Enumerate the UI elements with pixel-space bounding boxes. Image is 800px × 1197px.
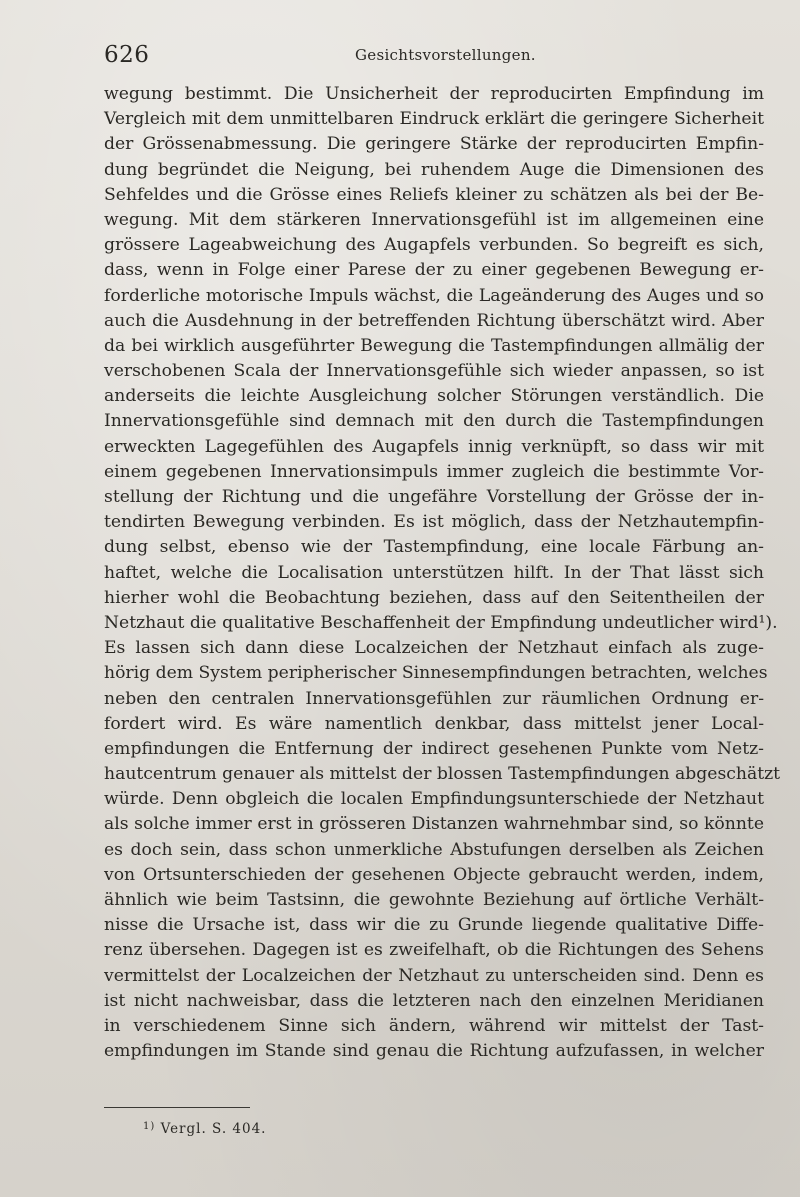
text-line: forderliche motorische Impuls wächst, die Lageänderung des Auges und so (104, 285, 764, 306)
body-text (104, 82, 781, 1064)
text-line: ähnlich wie beim Tastsinn, die gewohnte Beziehung auf örtliche Verhält- (104, 890, 764, 910)
text-line: Es lassen sich dann diese Localzeichen der Netzhaut einfach als zuge- (104, 638, 764, 659)
text-line: Netzhaut die qualitative Beschaffenheit der Empfindung undeutlicher wird¹). (104, 612, 778, 633)
text-line: hautcentrum genauer als mittelst der blossen Tastempfindungen abgeschätzt (104, 764, 781, 785)
text-line: würde. Denn obgleich die localen Empfindungsunterschiede der Netzhaut (104, 789, 764, 810)
text-line: nisse die Ursache ist, dass wir die zu Grunde liegende qualitative Diffe- (104, 915, 764, 936)
text-line: einem gegebenen Innervationsimpuls immer zugleich die bestimmte Vor- (104, 461, 764, 482)
text-line: dung begründet die Neigung, bei ruhendem Auge die Dimensionen des (104, 159, 764, 180)
page-number: 626 (104, 42, 150, 68)
text-line: empfindungen im Stande sind genau die Richtung aufzufassen, in welcher (104, 1041, 764, 1062)
text-line: in verschiedenem Sinne sich ändern, während wir mittelst der Tast- (104, 1015, 764, 1036)
page-header (104, 40, 760, 70)
text-line: fordert wird. Es wäre namentlich denkbar, dass mittelst jener Local- (104, 713, 764, 734)
footnote-text: Vergl. S. 404. (160, 1121, 267, 1137)
text-line: wegung bestimmt. Die Unsicherheit der reproducirten Empfindung im (104, 84, 764, 104)
text-line: wegung. Mit dem stärkeren Innervationsgefühl ist im allgemeinen eine (104, 209, 764, 230)
footnote-divider (104, 1107, 250, 1108)
text-line: verschobenen Scala der Innervationsgefühle sich wieder anpassen, so ist (104, 361, 764, 382)
text-line: erweckten Lagegefühlen des Augapfels innig verknüpft, so dass wir mit (104, 436, 764, 457)
text-line: da bei wirklich ausgeführter Bewegung die Tastempfindungen allmälig der (104, 335, 764, 356)
text-line: renz übersehen. Dagegen ist es zweifelhaft, ob die Richtungen des Sehens (104, 940, 764, 961)
text-line: haftet, welche die Localisation unterstützen hilft. In der That lässt sich (104, 562, 764, 583)
text-line: der Grössenabmessung. Die geringere Stärke der reproducirten Empfin- (104, 134, 764, 155)
text-line: anderseits die leichte Ausgleichung solcher Störungen verständlich. Die (104, 386, 764, 407)
footnote-marker: 1) (143, 1121, 156, 1132)
text-line: stellung der Richtung und die ungefähre Vorstellung der Grösse der in- (104, 487, 764, 507)
text-line: von Ortsunterschieden der gesehenen Objecte gebraucht werden, indem, (104, 864, 764, 885)
text-line: empfindungen die Entfernung der indirect gesehenen Punkte vom Netz- (104, 738, 764, 759)
text-line: hörig dem System peripherischer Sinnesempfindungen betrachten, welches (104, 663, 768, 684)
text-line: dung selbst, ebenso wie der Tastempfindung, eine locale Färbung an- (104, 537, 764, 558)
text-line: hierher wohl die Beobachtung beziehen, dass auf den Seitentheilen der (104, 587, 764, 608)
text-line: neben den centralen Innervationsgefühlen zur räumlichen Ordnung er- (104, 688, 764, 709)
text-line: dass, wenn in Folge einer Parese der zu einer gegebenen Bewegung er- (104, 260, 764, 281)
text-line: Vergleich mit dem unmittelbaren Eindruck erklärt die geringere Sicherheit (104, 109, 764, 130)
text-line: grössere Lageabweichung des Augapfels verbunden. So begreift es sich, (104, 235, 764, 256)
footnote (143, 1121, 266, 1137)
text-line: es doch sein, dass schon unmerkliche Abstufungen derselben als Zeichen (104, 839, 764, 860)
text-line: tendirten Bewegung verbinden. Es ist möglich, dass der Netzhautempfin- (104, 512, 764, 533)
text-line: auch die Ausdehnung in der betreffenden Richtung überschätzt wird. Aber (104, 310, 764, 331)
text-line: Innervationsgefühle sind demnach mit den durch die Tastempfindungen (104, 411, 764, 432)
text-line: ist nicht nachweisbar, dass die letzteren nach den einzelnen Meridianen (104, 990, 764, 1011)
text-line: Sehfeldes und die Grösse eines Reliefs kleiner zu schätzen als bei der Be- (104, 184, 764, 205)
running-title: Gesichtsvorstellungen. (355, 46, 536, 64)
text-line: als solche immer erst in grösseren Distanzen wahrnehmbar sind, so könnte (104, 814, 764, 835)
text-line: vermittelst der Localzeichen der Netzhaut zu unterscheiden sind. Denn es (104, 965, 764, 986)
